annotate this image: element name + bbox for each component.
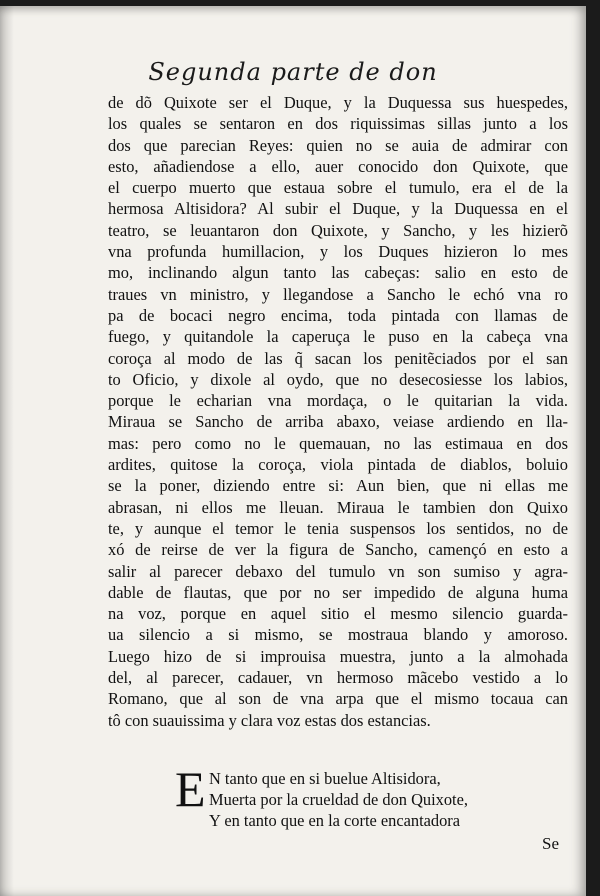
text-line: pa de bocaci negro encima, toda pintada con llamas de bbox=[108, 305, 568, 325]
text-line: hermosa Altisidora? Al subir el Duque, y la Duquessa en el bbox=[108, 199, 568, 219]
text-line: de dõ Quixote ser el Duque, y la Duquessa sus huespedes, bbox=[108, 93, 568, 112]
text-line: ua silencio a si mismo, se mostraua blando y amoroso. bbox=[108, 625, 568, 645]
text-line: del, al parecer, cadauer, vn hermoso mãcebo vestido a lo bbox=[108, 668, 568, 688]
text-line: mo, inclinando algun tanto las cabeças: salio en esto de bbox=[108, 263, 568, 283]
verse-stanza bbox=[175, 761, 555, 831]
verse-line: Y en tanto que en la corte encantadora bbox=[209, 811, 461, 830]
verse-lines bbox=[175, 768, 555, 831]
text-line: los quales se sentaron en dos riquissimas sillas junto a los bbox=[108, 114, 568, 134]
book-page bbox=[0, 6, 586, 896]
catchword: Se bbox=[542, 834, 559, 853]
text-line: fuego, y quitandole la caperuça le puso en la cabeça vna bbox=[108, 327, 568, 347]
text-line: to Oficio, y dixole al oydo, que no desecosiesse los labios, bbox=[108, 369, 568, 389]
text-line: Miraua se Sancho de arriba abaxo, veiase ardiendo en lla- bbox=[108, 412, 568, 432]
text-line: xó de reirse de ver la figura de Sancho, camençó en esto a bbox=[108, 540, 568, 560]
text-line: tô con suauissima y clara voz estas dos estancias. bbox=[108, 710, 431, 730]
text-line: dable de flautas, que por no ser impedido de alguna huma bbox=[108, 582, 568, 602]
text-line: el cuerpo muerto que estaua sobre el tumulo, era el de la bbox=[108, 178, 568, 198]
text-line: se la poner, diziendo entre si: Aun bien, que ni ellas me bbox=[108, 476, 568, 496]
text-line: na voz, porque en aquel sitio el mesmo silencio guarda- bbox=[108, 604, 568, 624]
text-line: te, y aunque el temor le tenia suspensos los sentidos, no de bbox=[108, 518, 568, 538]
text-line: vna profunda humillacion, y los Duques hizieron lo mes bbox=[108, 242, 568, 262]
text-line: porque le echarian vna mordaça, o le quitarian la vida. bbox=[108, 391, 568, 411]
running-title: Segunda parte de don bbox=[148, 58, 438, 86]
text-line: Luego hizo de si improuisa muestra, junto a la almohada bbox=[108, 646, 568, 666]
text-line: salir al parecer debaxo del tumulo vn son sumiso y agra- bbox=[108, 561, 568, 581]
text-line: coroça al modo de las q̃ sacan los penitẽciados por el san bbox=[108, 348, 568, 368]
verse-line: Muerta por la crueldad de don Quixote, bbox=[209, 790, 468, 809]
drop-cap-initial: E bbox=[175, 761, 206, 817]
text-line: dos que parecian Reyes: quien no se auia de admirar con bbox=[108, 135, 568, 155]
text-line: abrasan, ni ellos me lleuan. Miraua le tambien don Quixo bbox=[108, 497, 568, 517]
prose-body bbox=[108, 92, 568, 731]
text-line: traues vn ministro, y llegandose a Sancho le echó vna ro bbox=[108, 284, 568, 304]
text-line: Romano, que al son de vna arpa que el mismo tocaua can bbox=[108, 689, 568, 709]
text-line: teatro, se leuantaron don Quixote, y Sancho, y les hizierõ bbox=[108, 220, 568, 240]
text-line: ardites, quitose la coroça, viola pintada de diablos, boluio bbox=[108, 455, 568, 475]
text-line: mas: pero como no le quemauan, no las estimaua en dos bbox=[108, 433, 568, 453]
text-line: esto, añadiendose a ello, auer conocido don Quixote, que bbox=[108, 156, 568, 176]
verse-line: N tanto que en si buelue Altisidora, bbox=[209, 769, 441, 788]
